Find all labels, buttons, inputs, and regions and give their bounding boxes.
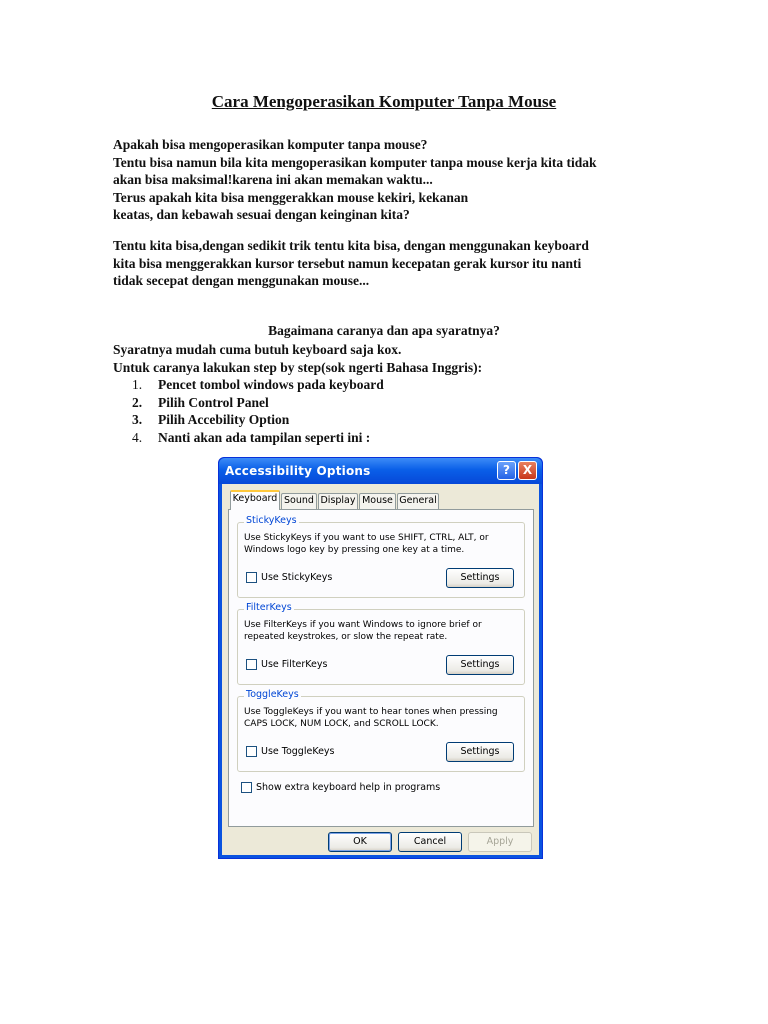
use-filterkeys-checkbox[interactable] [246,659,327,670]
dialog-client-area [222,484,539,855]
use-stickykeys-checkbox[interactable] [246,572,332,583]
filterkeys-group [237,602,525,685]
apply-button[interactable]: Apply [468,832,532,852]
step-item [132,411,384,429]
paragraph-line: Terus apakah kita bisa menggerakkan mouse kekiri, kekanan [113,189,469,205]
stickykeys-settings-button[interactable]: Settings [446,568,514,588]
help-icon[interactable]: ? [497,461,516,480]
intro-paragraph [113,136,673,224]
checkbox-label[interactable]: Use StickyKeys [261,572,333,583]
paragraph-line: Syaratnya mudah cuma butuh keyboard saja kox. [113,342,402,357]
step-number: 2. [132,394,143,410]
paragraph-line: kita bisa menggerakkan kursor tersebut namun kecepatan gerak kursor itu nanti [113,255,582,271]
dialog-titlebar[interactable] [219,458,542,484]
answer-paragraph [113,237,673,290]
close-icon[interactable]: X [518,461,537,480]
step-item [132,376,384,394]
checkbox-box[interactable] [241,782,252,793]
paragraph-line: akan bisa maksimal!karena ini akan memakan waktu... [113,172,433,187]
tab-keyboard[interactable]: Keyboard [230,490,280,510]
keyboard-tab-panel [228,509,534,827]
step-item [132,394,384,412]
step-text: Pilih Accebility Option [158,412,290,427]
step-number: 4. [132,429,143,445]
group-description: Use StickyKeys if you want to use SHIFT, CTRL, ALT, or Windows logo key by pressing one key at a time. [244,533,489,555]
step-number: 3. [132,412,143,427]
checkbox-label[interactable]: Use FilterKeys [261,659,328,670]
checkbox-label[interactable]: Show extra keyboard help in programs [256,782,441,793]
cancel-button[interactable]: Cancel [398,832,462,852]
tab-display[interactable]: Display [318,493,358,509]
group-description: Use FilterKeys if you want Windows to ignore brief or repeated keystrokes, or slow the repeat rate. [244,620,482,642]
checkbox-box[interactable] [246,659,257,670]
steps-list [132,376,384,446]
checkbox-box[interactable] [246,572,257,583]
paragraph-line: keatas, dan kebawah sesuai dengan keinginan kita? [113,207,410,222]
paragraph-line: Apakah bisa mengoperasikan komputer tanpa mouse? [113,137,428,152]
paragraph-line: Tentu bisa namun bila kita mengoperasikan komputer tanpa mouse kerja kita tidak [113,154,597,170]
checkbox-label[interactable]: Use ToggleKeys [261,746,335,757]
paragraph-line: Tentu kita bisa,dengan sedikit trik tentu kita bisa, dengan menggunakan keyboard [113,238,589,253]
step-text: Nanti akan ada tampilan seperti ini : [158,429,371,445]
togglekeys-settings-button[interactable]: Settings [446,742,514,762]
ok-button[interactable]: OK [328,832,392,852]
step-number: 1. [132,377,143,392]
step-item [132,429,384,447]
paragraph-line: Untuk caranya lakukan step by step(sok ngerti Bahasa Inggris): [113,359,483,375]
use-togglekeys-checkbox[interactable] [246,746,335,757]
show-extra-keyboard-help-checkbox[interactable] [241,782,440,793]
tab-mouse[interactable]: Mouse [359,493,396,509]
accessibility-options-dialog [218,457,543,859]
stickykeys-group [237,515,525,598]
paragraph-line: tidak secepat dengan menggunakan mouse... [113,273,370,288]
page-title: Cara Mengoperasikan Komputer Tanpa Mouse [211,92,557,111]
group-label: ToggleKeys [246,689,299,700]
togglekeys-group [237,689,525,772]
group-label: FilterKeys [246,602,292,613]
step-text: Pencet tombol windows pada keyboard [158,377,384,392]
checkbox-box[interactable] [246,746,257,757]
sub-heading: Bagaimana caranya dan apa syaratnya? [268,323,500,338]
requirements-paragraph [113,341,673,376]
filterkeys-settings-button[interactable]: Settings [446,655,514,675]
step-text: Pilih Control Panel [158,394,269,410]
tab-sound[interactable]: Sound [281,493,317,509]
tab-general[interactable]: General [397,493,439,509]
dialog-title: Accessibility Options [225,464,371,478]
group-description: Use ToggleKeys if you want to hear tones when pressing CAPS LOCK, NUM LOCK, and SCROLL LOCK. [244,707,498,729]
group-label: StickyKeys [246,515,297,526]
